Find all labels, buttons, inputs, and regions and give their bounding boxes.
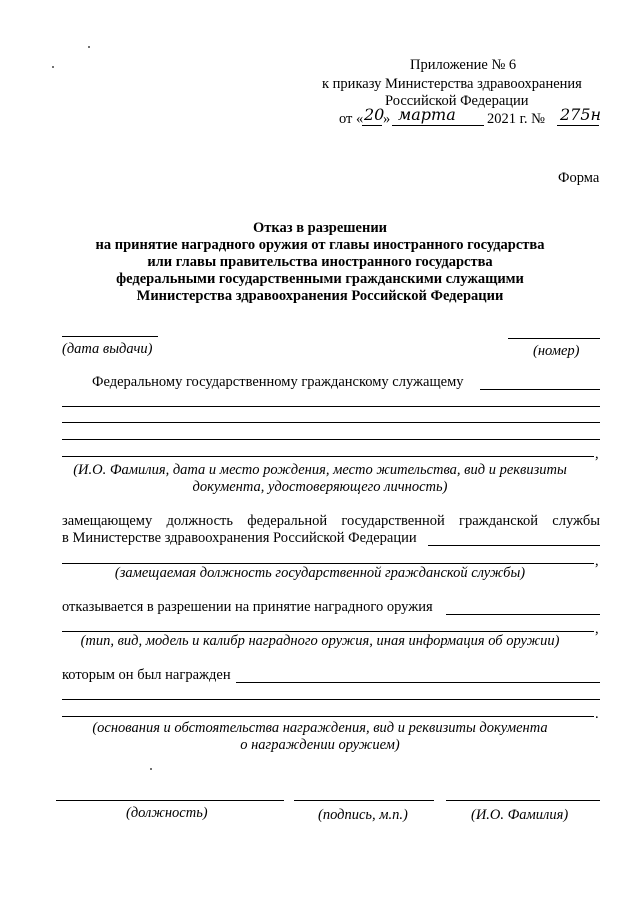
sig-signature-line[interactable] [294, 800, 434, 801]
addressee-line-5[interactable] [62, 456, 594, 457]
date-month-handwritten: марта [398, 105, 456, 124]
awarded-line-2[interactable] [62, 699, 600, 700]
addressee-comma: , [595, 446, 599, 462]
date-year-label: 2021 г. № [487, 111, 546, 127]
form-label: Форма [558, 170, 600, 186]
recipient-hint-1: (И.О. Фамилия, дата и место рождения, место жительства, вид и реквизиты [73, 462, 567, 478]
date-day-handwritten: 20 [364, 105, 385, 124]
weapon-line[interactable] [62, 631, 594, 632]
date-prefix: от « [339, 111, 364, 127]
scan-speck [88, 46, 90, 48]
title-line-5: Министерства здравоохранения Российской Федерации [136, 288, 504, 304]
order-reference: к приказу Министерства здравоохранения [322, 76, 582, 92]
order-number-line [557, 125, 599, 126]
weapon-comma: , [595, 621, 599, 637]
title-line-1: Отказ в разрешении [252, 220, 388, 236]
sig-position-line[interactable] [56, 800, 284, 801]
occupying-text-2: в Министерстве здравоохранения Российской Федерации [62, 530, 417, 546]
sig-name-line[interactable] [446, 800, 600, 801]
addressee-line-3[interactable] [62, 422, 600, 423]
scan-speck [52, 66, 54, 68]
position-comma: , [595, 553, 599, 569]
addressee-line-4[interactable] [62, 439, 600, 440]
scan-speck [150, 768, 152, 770]
position-hint: (замещаемая должность государственной гражданской службы) [114, 565, 526, 581]
refused-text: отказывается в разрешении на принятие наградного оружия [62, 599, 433, 615]
awarded-text: которым он был награжден [62, 667, 231, 683]
date-issue-label: (дата выдачи) [62, 341, 153, 357]
recipient-hint-2: документа, удостоверяющего личность) [192, 479, 448, 495]
refused-line-inline[interactable] [446, 614, 600, 615]
sig-signature-label: (подпись, м.п.) [318, 807, 408, 823]
title-line-4: федеральными государственными гражданскими служащими [116, 271, 524, 287]
order-number-handwritten: 275н [560, 105, 602, 124]
awarded-line-inline[interactable] [236, 682, 600, 683]
weapon-hint: (тип, вид, модель и калибр наградного оружия, иная информация об оружии) [80, 633, 560, 649]
date-month-line [392, 125, 484, 126]
number-line[interactable] [508, 338, 600, 339]
awarded-line-3[interactable] [62, 716, 594, 717]
title-line-2: на принятие наградного оружия от главы иностранного государства [95, 237, 545, 253]
addressee-text: Федеральному государственному гражданскому служащему [92, 374, 464, 390]
grounds-hint-2: о награждении оружием) [240, 737, 400, 753]
date-issue-line[interactable] [62, 336, 158, 337]
position-line[interactable] [62, 563, 594, 564]
sig-position-label: (должность) [126, 805, 208, 821]
occupying-line-inline[interactable] [428, 545, 600, 546]
awarded-period: . [595, 706, 599, 722]
title-line-3: или главы правительства иностранного государства [147, 254, 493, 270]
date-quote-close: » [383, 111, 391, 127]
appendix-number: Приложение № 6 [410, 57, 517, 73]
addressee-line-2[interactable] [62, 406, 600, 407]
ministry-name: Российской Федерации [385, 93, 529, 109]
occupying-text-1: замещающему должность федеральной государственной гражданской службы [62, 513, 600, 529]
date-day-line [362, 125, 382, 126]
addressee-line-inline[interactable] [480, 389, 600, 390]
sig-name-label: (И.О. Фамилия) [471, 807, 569, 823]
grounds-hint-1: (основания и обстоятельства награждения, вид и реквизиты документа [92, 720, 548, 736]
number-label: (номер) [533, 343, 580, 359]
